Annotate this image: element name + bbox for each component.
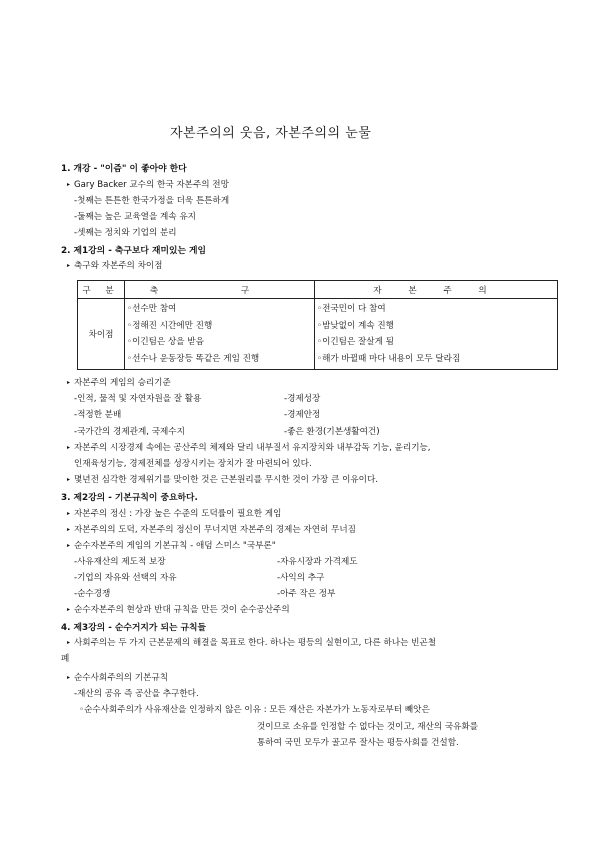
triangle-bullet-icon: ▸: [67, 639, 71, 646]
comparison-table: [77, 280, 558, 370]
header-soccer: 축 구: [125, 281, 315, 299]
section-1-line-1: -첫째는 튼튼한 한국가정을 더욱 튼튼하게: [74, 196, 230, 206]
rules-right-1: -자유시장과 가격제도: [277, 557, 358, 567]
list-item: ◦밤낮없이 계속 진행: [317, 320, 394, 331]
section-2-bullet-1: ▸ 축구와 자본주의 차이점: [67, 261, 163, 271]
rules-left-3: -순수경쟁: [74, 589, 111, 599]
section-1-line-2: -둘째는 높은 교육열을 계속 유지: [74, 212, 196, 222]
triangle-bullet-icon: ▸: [67, 444, 71, 451]
triangle-bullet-icon: ▸: [67, 181, 71, 188]
section-3-bullet-3: ▸ 순수자본주의 게임의 기본규칙 - 애덤 스미스 "국부론": [67, 541, 276, 551]
section-3-bullet-2: ▸ 자본주의의 도덕, 자본주의 정신이 무너지면 자본주의 경제는 자연히 무너짐: [67, 525, 356, 535]
section-4-bullet-1-cont: 폐: [61, 654, 70, 664]
criteria-left-2: -적정한 분배: [74, 410, 122, 420]
list-item: ◦전국민이 다 참여: [317, 304, 386, 314]
triangle-bullet-icon: ▸: [67, 262, 71, 269]
triangle-bullet-icon: ▸: [67, 379, 71, 386]
section-4-bullet-1: ▸ 사회주의는 두 가지 근본문제의 해결을 목표로 한다. 하나는 평등의 실현이고, 다른 하나는 빈곤철: [67, 638, 437, 648]
criteria-left-3: -국가간의 경제관계, 국제수지: [74, 427, 185, 437]
triangle-bullet-icon: ▸: [67, 542, 71, 549]
rules-left-1: -사유재산의 제도적 보장: [74, 557, 166, 567]
list-item: ◦선수나 운동장등 똑같은 게임 진행: [127, 353, 260, 364]
list-item: ◦이긴팀은 잘살게 됨: [317, 337, 394, 348]
list-item: ◦정해진 시간에만 진행: [127, 320, 213, 331]
section-2-bullet-2: ▸ 자본주의 게임의 승리기준: [67, 378, 171, 388]
rules-left-2: -기업의 자유와 선택의 자유: [74, 573, 177, 583]
section-3-bullet-4: ▸ 순수자본주의 현상과 반대 규칙을 만든 것이 순수공산주의: [67, 605, 290, 615]
section-4-bullet-2: ▸ 순수사회주의의 기본규칙: [67, 673, 169, 683]
section-2-bullet-3: ▸ 자본주의 시장경제 속에는 공산주의 체제와 달리 내부질서 유지장치와 내부감독 기능, 윤리기능,: [67, 443, 431, 453]
triangle-bullet-icon: ▸: [67, 476, 71, 483]
header-capitalism: 자 본 주 의: [315, 281, 558, 299]
section-4-line-1: -재산의 공유 즉 공산을 추구한다.: [74, 689, 199, 699]
section-4-note-3: 통하여 국민 모두가 골고루 잘사는 평등사회를 건설함.: [257, 738, 459, 748]
triangle-bullet-icon: ▸: [67, 526, 71, 533]
header-category: 구 분: [78, 281, 125, 299]
criteria-right-2: -경제안정: [284, 410, 321, 420]
section-1-heading: 1. 개강 - "이즘" 이 좋아야 한다: [61, 164, 187, 174]
section-1-line-3: -셋째는 정치와 기업의 분리: [74, 228, 177, 238]
row-label: 차이점: [78, 299, 125, 370]
section-4-heading: 4. 제3강의 - 순수거지가 되는 규칙들: [61, 623, 207, 633]
rules-right-2: -사익의 추구: [277, 573, 325, 583]
triangle-bullet-icon: ▸: [67, 606, 71, 613]
criteria-right-1: -경제성장: [284, 394, 321, 404]
section-4-note-2: 것이므로 소유를 인정할 수 없다는 것이고, 재산의 국유화를: [257, 722, 479, 732]
triangle-bullet-icon: ▸: [67, 674, 71, 681]
criteria-right-3: -좋은 환경(기본생활여건): [284, 427, 380, 437]
section-3-heading: 3. 제2강의 - 기본규칙이 중요하다.: [61, 493, 198, 503]
list-item: ◦이긴팀은 상을 받음: [127, 337, 204, 348]
section-2-bullet-4: ▸ 몇년전 심각한 경제위기를 맞이한 것은 근본원리를 무시한 것이 가장 큰 이유이다.: [67, 475, 379, 485]
table-row: [78, 299, 558, 370]
criteria-left-1: -인적, 물적 및 자연자원을 잘 활용: [74, 394, 202, 404]
list-item: ◦선수만 참여: [127, 304, 177, 314]
section-1-bullet: ▸ Gary Backer 교수의 한국 자본주의 전망: [67, 180, 229, 190]
capitalism-cell: [315, 299, 558, 370]
page-title: 자본주의의 웃음, 자본주의의 눈물: [170, 126, 372, 141]
section-4-note-1: ◦순수사회주의가 사유재산을 인정하지 않은 이유 : 모든 재산은 자본가가 노동자로부터 빼앗은: [79, 705, 430, 715]
section-2-heading: 2. 제1강의 - 축구보다 재미있는 게임: [61, 246, 207, 256]
rules-right-3: -아주 작은 정부: [277, 589, 336, 599]
list-item: ◦해가 바뀔때 마다 내용이 모두 달라짐: [317, 353, 461, 364]
section-2-bullet-3-cont: 인재육성기능, 경제전체를 성장시키는 장치가 잘 마련되어 있다.: [74, 459, 312, 469]
table-header-row: [78, 281, 558, 299]
soccer-cell: [125, 299, 315, 370]
triangle-bullet-icon: ▸: [67, 510, 71, 517]
section-3-bullet-1: ▸ 자본주의 정신 : 가장 높은 수준의 도덕률이 필요한 게임: [67, 509, 282, 519]
